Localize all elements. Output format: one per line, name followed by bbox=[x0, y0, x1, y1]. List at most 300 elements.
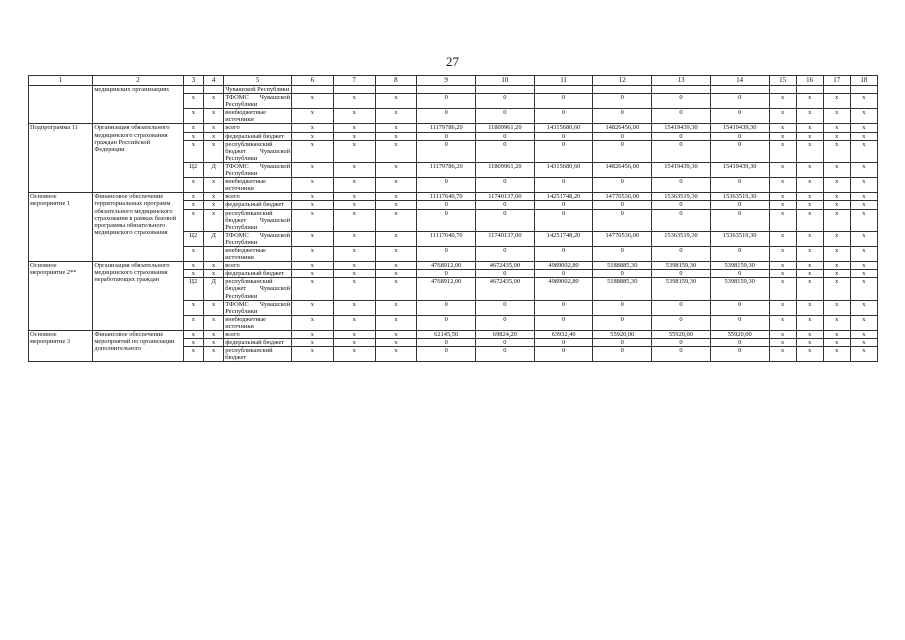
value-cell: 0 bbox=[593, 300, 652, 315]
value-cell: 0 bbox=[476, 300, 535, 315]
code-cell: х bbox=[203, 347, 223, 362]
value-cell: 0 bbox=[593, 339, 652, 347]
value-cell: х bbox=[850, 209, 877, 231]
value-cell: х bbox=[375, 109, 417, 124]
value-cell: 0 bbox=[710, 209, 769, 231]
value-cell: х bbox=[769, 178, 796, 193]
value-cell: х bbox=[292, 178, 334, 193]
code-cell: х bbox=[183, 193, 203, 201]
value-cell: х bbox=[333, 124, 375, 132]
value-cell: 0 bbox=[593, 246, 652, 261]
code-cell: Ц2 bbox=[183, 162, 203, 177]
table-header-row bbox=[29, 76, 878, 86]
code-cell: х bbox=[203, 270, 223, 278]
value-cell: х bbox=[796, 270, 823, 278]
value-cell: х bbox=[769, 315, 796, 330]
value-cell: х bbox=[333, 193, 375, 201]
funding-source-cell: внебюджетные источники bbox=[224, 178, 292, 193]
value-cell: х bbox=[823, 94, 850, 109]
value-cell: 14826456,00 bbox=[593, 162, 652, 177]
header-cell: 4 bbox=[203, 76, 223, 86]
program-name-cell: Основное мероприятие 3 bbox=[29, 331, 93, 362]
value-cell: 0 bbox=[710, 140, 769, 162]
header-cell: 10 bbox=[476, 76, 535, 86]
value-cell: х bbox=[375, 347, 417, 362]
value-cell: 0 bbox=[593, 209, 652, 231]
value-cell: х bbox=[292, 315, 334, 330]
value-cell: х bbox=[375, 231, 417, 246]
value-cell: х bbox=[769, 193, 796, 201]
funding-source-cell: всего bbox=[224, 193, 292, 201]
code-cell: х bbox=[203, 315, 223, 330]
table-row bbox=[29, 124, 878, 132]
value-cell: 0 bbox=[710, 300, 769, 315]
value-cell: х bbox=[292, 209, 334, 231]
program-title-cell: Организация обязательного медицинского страхования граждан Российской Федерации bbox=[93, 124, 183, 193]
value-cell: х bbox=[850, 201, 877, 209]
value-cell: х bbox=[796, 331, 823, 339]
value-cell: х bbox=[769, 201, 796, 209]
value-cell: х bbox=[333, 231, 375, 246]
value-cell: 0 bbox=[710, 94, 769, 109]
value-cell: 0 bbox=[593, 140, 652, 162]
value-cell: 5398159,30 bbox=[710, 262, 769, 270]
value-cell: х bbox=[333, 246, 375, 261]
value-cell: х bbox=[769, 262, 796, 270]
value-cell: х bbox=[375, 315, 417, 330]
value-cell: 14251748,20 bbox=[534, 193, 593, 201]
funding-source-cell: республиканский бюджет bbox=[224, 347, 292, 362]
value-cell bbox=[375, 86, 417, 94]
value-cell: х bbox=[292, 246, 334, 261]
value-cell: х bbox=[375, 300, 417, 315]
value-cell: х bbox=[375, 270, 417, 278]
value-cell: 0 bbox=[710, 132, 769, 140]
value-cell bbox=[333, 86, 375, 94]
value-cell: 0 bbox=[417, 132, 476, 140]
funding-source-cell: федеральный бюджет bbox=[224, 339, 292, 347]
code-cell: х bbox=[183, 347, 203, 362]
code-cell bbox=[203, 86, 223, 94]
code-cell: х bbox=[183, 109, 203, 124]
funding-source-cell: республиканский бюджет Чувашской Республики bbox=[225, 209, 291, 231]
value-cell: 0 bbox=[476, 109, 535, 124]
code-cell: х bbox=[183, 178, 203, 193]
value-cell: х bbox=[292, 347, 334, 362]
code-cell: х bbox=[183, 132, 203, 140]
value-cell: 11117640,70 bbox=[417, 193, 476, 201]
value-cell: 14251748,20 bbox=[534, 231, 593, 246]
value-cell: 5188885,30 bbox=[593, 262, 652, 270]
header-cell: 6 bbox=[292, 76, 334, 86]
header-cell: 14 bbox=[710, 76, 769, 86]
funding-source-cell: ТФОМС Чувашской Республики bbox=[225, 94, 291, 109]
funding-source-cell: республиканский бюджет Чувашской Республики bbox=[225, 278, 291, 300]
value-cell: 0 bbox=[534, 140, 593, 162]
value-cell: 0 bbox=[652, 300, 711, 315]
value-cell: 4672435,00 bbox=[476, 262, 535, 270]
value-cell: 15419439,30 bbox=[710, 124, 769, 132]
value-cell: 4768912,00 bbox=[417, 278, 476, 300]
value-cell: х bbox=[850, 339, 877, 347]
value-cell: х bbox=[850, 109, 877, 124]
value-cell: х bbox=[333, 132, 375, 140]
value-cell: х bbox=[292, 193, 334, 201]
value-cell bbox=[850, 86, 877, 94]
value-cell: х bbox=[823, 231, 850, 246]
value-cell: х bbox=[850, 140, 877, 162]
value-cell: х bbox=[796, 246, 823, 261]
value-cell: х bbox=[823, 124, 850, 132]
funding-source-cell: внебюджетные источники bbox=[224, 315, 292, 330]
funding-source-cell: Чувашской Республики bbox=[224, 86, 292, 94]
value-cell: х bbox=[333, 300, 375, 315]
value-cell: 15419439,30 bbox=[652, 162, 711, 177]
value-cell: х bbox=[796, 132, 823, 140]
value-cell: х bbox=[375, 94, 417, 109]
value-cell: х bbox=[769, 109, 796, 124]
funding-source-cell: федеральный бюджет bbox=[224, 201, 292, 209]
value-cell: х bbox=[796, 94, 823, 109]
value-cell: 0 bbox=[652, 109, 711, 124]
value-cell: х bbox=[375, 193, 417, 201]
header-cell: 13 bbox=[652, 76, 711, 86]
value-cell: х bbox=[292, 140, 334, 162]
value-cell: х bbox=[333, 331, 375, 339]
program-title-cell: Организация обязательного медицинского страхования неработающих граждан bbox=[93, 262, 183, 331]
value-cell: 5188885,30 bbox=[593, 278, 652, 300]
value-cell bbox=[417, 86, 476, 94]
value-cell: 0 bbox=[417, 140, 476, 162]
value-cell: х bbox=[292, 300, 334, 315]
value-cell: х bbox=[850, 300, 877, 315]
value-cell: 0 bbox=[417, 178, 476, 193]
funding-source-cell: ТФОМС Чувашской Республики bbox=[225, 300, 291, 315]
budget-table bbox=[28, 75, 878, 362]
value-cell: х bbox=[333, 94, 375, 109]
funding-source-cell: федеральный бюджет bbox=[224, 270, 292, 278]
value-cell: х bbox=[796, 209, 823, 231]
code-cell bbox=[203, 246, 223, 261]
code-cell: х bbox=[183, 315, 203, 330]
value-cell: 62145,50 bbox=[417, 331, 476, 339]
table-row bbox=[29, 193, 878, 201]
value-cell: 0 bbox=[534, 201, 593, 209]
value-cell: х bbox=[375, 209, 417, 231]
value-cell: х bbox=[823, 132, 850, 140]
value-cell: х bbox=[769, 347, 796, 362]
value-cell: х bbox=[823, 246, 850, 261]
header-cell: 17 bbox=[823, 76, 850, 86]
code-cell: х bbox=[203, 339, 223, 347]
value-cell: 0 bbox=[534, 300, 593, 315]
header-cell: 3 bbox=[183, 76, 203, 86]
funding-source-cell: всего bbox=[224, 124, 292, 132]
value-cell: х bbox=[769, 339, 796, 347]
value-cell: 0 bbox=[534, 109, 593, 124]
value-cell: х bbox=[292, 270, 334, 278]
value-cell: х bbox=[823, 178, 850, 193]
value-cell: х bbox=[850, 132, 877, 140]
value-cell: х bbox=[796, 124, 823, 132]
value-cell bbox=[823, 86, 850, 94]
value-cell: 11117640,70 bbox=[417, 231, 476, 246]
value-cell: 0 bbox=[652, 246, 711, 261]
value-cell: 0 bbox=[476, 94, 535, 109]
value-cell: 0 bbox=[476, 315, 535, 330]
header-cell: 18 bbox=[850, 76, 877, 86]
value-cell: 14315680,60 bbox=[534, 124, 593, 132]
value-cell: х bbox=[850, 193, 877, 201]
value-cell: х bbox=[823, 347, 850, 362]
value-cell: 0 bbox=[652, 339, 711, 347]
code-cell: х bbox=[203, 109, 223, 124]
value-cell: 11809961,20 bbox=[476, 162, 535, 177]
code-cell: х bbox=[183, 246, 203, 261]
value-cell: 0 bbox=[534, 270, 593, 278]
program-title-cell: Финансовое обеспечение территориальных программ обязательного медицинского страхования в рамках базовой программы обязательного медицинского страхования bbox=[93, 193, 183, 262]
code-cell: Ц2 bbox=[183, 231, 203, 246]
funding-source-cell: внебюджетные источники bbox=[224, 246, 292, 261]
value-cell: х bbox=[292, 262, 334, 270]
value-cell bbox=[476, 86, 535, 94]
value-cell: 0 bbox=[652, 270, 711, 278]
value-cell: 0 bbox=[534, 315, 593, 330]
page-number: 27 bbox=[446, 54, 459, 69]
value-cell: 0 bbox=[417, 270, 476, 278]
code-cell: х bbox=[203, 193, 223, 201]
value-cell: х bbox=[375, 262, 417, 270]
value-cell: 0 bbox=[417, 300, 476, 315]
code-cell: х bbox=[183, 201, 203, 209]
code-cell: х bbox=[203, 140, 223, 162]
value-cell: 4672435,00 bbox=[476, 278, 535, 300]
value-cell: х bbox=[292, 331, 334, 339]
value-cell: х bbox=[796, 300, 823, 315]
value-cell: 0 bbox=[593, 315, 652, 330]
value-cell: 15419439,30 bbox=[710, 162, 769, 177]
value-cell: 14770536,00 bbox=[593, 231, 652, 246]
value-cell: 0 bbox=[652, 140, 711, 162]
value-cell: х bbox=[769, 300, 796, 315]
value-cell: х bbox=[850, 162, 877, 177]
table-row bbox=[29, 331, 878, 339]
value-cell: х bbox=[333, 201, 375, 209]
value-cell: х bbox=[796, 140, 823, 162]
header-cell: 1 bbox=[29, 76, 93, 86]
funding-source-cell: всего bbox=[224, 331, 292, 339]
value-cell: х bbox=[850, 315, 877, 330]
funding-source-cell: внебюджетные источники bbox=[224, 109, 292, 124]
value-cell: х bbox=[375, 246, 417, 261]
value-cell: 0 bbox=[534, 209, 593, 231]
value-cell: 0 bbox=[417, 94, 476, 109]
value-cell: 0 bbox=[476, 339, 535, 347]
value-cell: 0 bbox=[417, 315, 476, 330]
value-cell: х bbox=[769, 94, 796, 109]
value-cell: х bbox=[375, 178, 417, 193]
value-cell: х bbox=[850, 94, 877, 109]
value-cell: х bbox=[292, 124, 334, 132]
value-cell: 0 bbox=[652, 94, 711, 109]
value-cell: х bbox=[796, 339, 823, 347]
value-cell: 5398159,30 bbox=[710, 278, 769, 300]
value-cell bbox=[593, 86, 652, 94]
program-title-cell: Финансовое обеспечение мероприятий по организации дополнительного bbox=[93, 331, 183, 362]
value-cell: х bbox=[823, 209, 850, 231]
value-cell: 0 bbox=[652, 315, 711, 330]
value-cell: х bbox=[333, 347, 375, 362]
value-cell: 0 bbox=[534, 132, 593, 140]
value-cell: 0 bbox=[652, 132, 711, 140]
value-cell: х bbox=[823, 109, 850, 124]
code-cell: х bbox=[203, 331, 223, 339]
value-cell: 14770536,00 bbox=[593, 193, 652, 201]
value-cell: 0 bbox=[710, 347, 769, 362]
value-cell: 0 bbox=[710, 246, 769, 261]
code-cell: х bbox=[203, 124, 223, 132]
value-cell: х bbox=[796, 231, 823, 246]
value-cell: х bbox=[850, 231, 877, 246]
value-cell: 0 bbox=[476, 246, 535, 261]
value-cell: х bbox=[333, 162, 375, 177]
value-cell: 11740137,00 bbox=[476, 231, 535, 246]
header-cell: 11 bbox=[534, 76, 593, 86]
code-cell: х bbox=[203, 132, 223, 140]
value-cell: 0 bbox=[476, 209, 535, 231]
value-cell: 5398159,30 bbox=[652, 278, 711, 300]
value-cell: х bbox=[850, 124, 877, 132]
value-cell: 0 bbox=[534, 94, 593, 109]
value-cell: х bbox=[796, 162, 823, 177]
code-cell: х bbox=[203, 201, 223, 209]
value-cell: 0 bbox=[476, 201, 535, 209]
value-cell: 0 bbox=[534, 246, 593, 261]
code-cell: х bbox=[183, 331, 203, 339]
code-cell: х bbox=[203, 178, 223, 193]
value-cell: х bbox=[333, 270, 375, 278]
value-cell: х bbox=[333, 315, 375, 330]
value-cell: х bbox=[292, 201, 334, 209]
value-cell: х bbox=[375, 278, 417, 300]
program-title-cell: медицинских организациях bbox=[93, 86, 183, 124]
value-cell: х bbox=[823, 193, 850, 201]
value-cell: 0 bbox=[652, 347, 711, 362]
code-cell: х bbox=[183, 209, 203, 231]
value-cell: х bbox=[796, 347, 823, 362]
value-cell: 0 bbox=[593, 201, 652, 209]
value-cell: х bbox=[375, 162, 417, 177]
value-cell: х bbox=[333, 209, 375, 231]
value-cell: х bbox=[769, 270, 796, 278]
value-cell: х bbox=[796, 315, 823, 330]
value-cell: 15419439,30 bbox=[652, 124, 711, 132]
value-cell: х bbox=[292, 231, 334, 246]
value-cell: 0 bbox=[476, 132, 535, 140]
value-cell: х bbox=[375, 339, 417, 347]
value-cell: 4768912,00 bbox=[417, 262, 476, 270]
value-cell: 0 bbox=[476, 347, 535, 362]
value-cell: 55920,00 bbox=[710, 331, 769, 339]
value-cell bbox=[796, 86, 823, 94]
program-name-cell: Подпрограмма 11 bbox=[29, 124, 93, 193]
value-cell: 0 bbox=[417, 209, 476, 231]
value-cell: 0 bbox=[710, 270, 769, 278]
value-cell: 15363519,30 bbox=[652, 193, 711, 201]
funding-source-cell: всего bbox=[224, 262, 292, 270]
funding-source-cell: ТФОМС Чувашской Республики bbox=[225, 231, 291, 246]
value-cell: х bbox=[375, 331, 417, 339]
value-cell: 11179786,20 bbox=[417, 162, 476, 177]
header-cell: 12 bbox=[593, 76, 652, 86]
value-cell: х bbox=[769, 162, 796, 177]
value-cell: х bbox=[850, 246, 877, 261]
value-cell: х bbox=[333, 262, 375, 270]
value-cell: х bbox=[850, 347, 877, 362]
value-cell: 63932,40 bbox=[534, 331, 593, 339]
value-cell bbox=[652, 86, 711, 94]
value-cell: 0 bbox=[534, 178, 593, 193]
value-cell: х bbox=[292, 94, 334, 109]
funding-source-cell: федеральный бюджет bbox=[224, 132, 292, 140]
value-cell: 55920,00 bbox=[593, 331, 652, 339]
value-cell: х bbox=[796, 278, 823, 300]
value-cell: х bbox=[796, 262, 823, 270]
value-cell: х bbox=[769, 246, 796, 261]
value-cell: 69824,20 bbox=[476, 331, 535, 339]
value-cell: 0 bbox=[593, 270, 652, 278]
header-cell: 8 bbox=[375, 76, 417, 86]
value-cell: 15363519,30 bbox=[710, 231, 769, 246]
value-cell: 5398159,30 bbox=[652, 262, 711, 270]
value-cell bbox=[769, 86, 796, 94]
value-cell: 0 bbox=[710, 315, 769, 330]
value-cell: х bbox=[292, 278, 334, 300]
value-cell: х bbox=[292, 162, 334, 177]
value-cell: х bbox=[823, 162, 850, 177]
value-cell: 0 bbox=[476, 140, 535, 162]
value-cell: 0 bbox=[593, 347, 652, 362]
value-cell: 0 bbox=[710, 178, 769, 193]
value-cell: х bbox=[333, 178, 375, 193]
value-cell: 11179786,20 bbox=[417, 124, 476, 132]
header-cell: 15 bbox=[769, 76, 796, 86]
value-cell: х bbox=[292, 339, 334, 347]
value-cell: х bbox=[333, 140, 375, 162]
code-cell: х bbox=[183, 140, 203, 162]
value-cell: 0 bbox=[476, 178, 535, 193]
header-cell: 9 bbox=[417, 76, 476, 86]
header-cell: 5 bbox=[224, 76, 292, 86]
value-cell: 0 bbox=[417, 339, 476, 347]
value-cell: х bbox=[769, 124, 796, 132]
value-cell: 0 bbox=[593, 94, 652, 109]
code-cell: х bbox=[203, 94, 223, 109]
code-cell: х bbox=[183, 124, 203, 132]
value-cell: х bbox=[823, 270, 850, 278]
table-row bbox=[29, 262, 878, 270]
value-cell: х bbox=[769, 140, 796, 162]
value-cell: х bbox=[796, 178, 823, 193]
program-name-cell bbox=[29, 86, 93, 124]
value-cell: х bbox=[850, 331, 877, 339]
value-cell: 0 bbox=[534, 339, 593, 347]
value-cell: х bbox=[769, 278, 796, 300]
value-cell: 0 bbox=[652, 201, 711, 209]
funding-source-cell: республиканский бюджет Чувашской Республики bbox=[225, 140, 291, 162]
value-cell: х bbox=[850, 270, 877, 278]
value-cell: 0 bbox=[593, 178, 652, 193]
